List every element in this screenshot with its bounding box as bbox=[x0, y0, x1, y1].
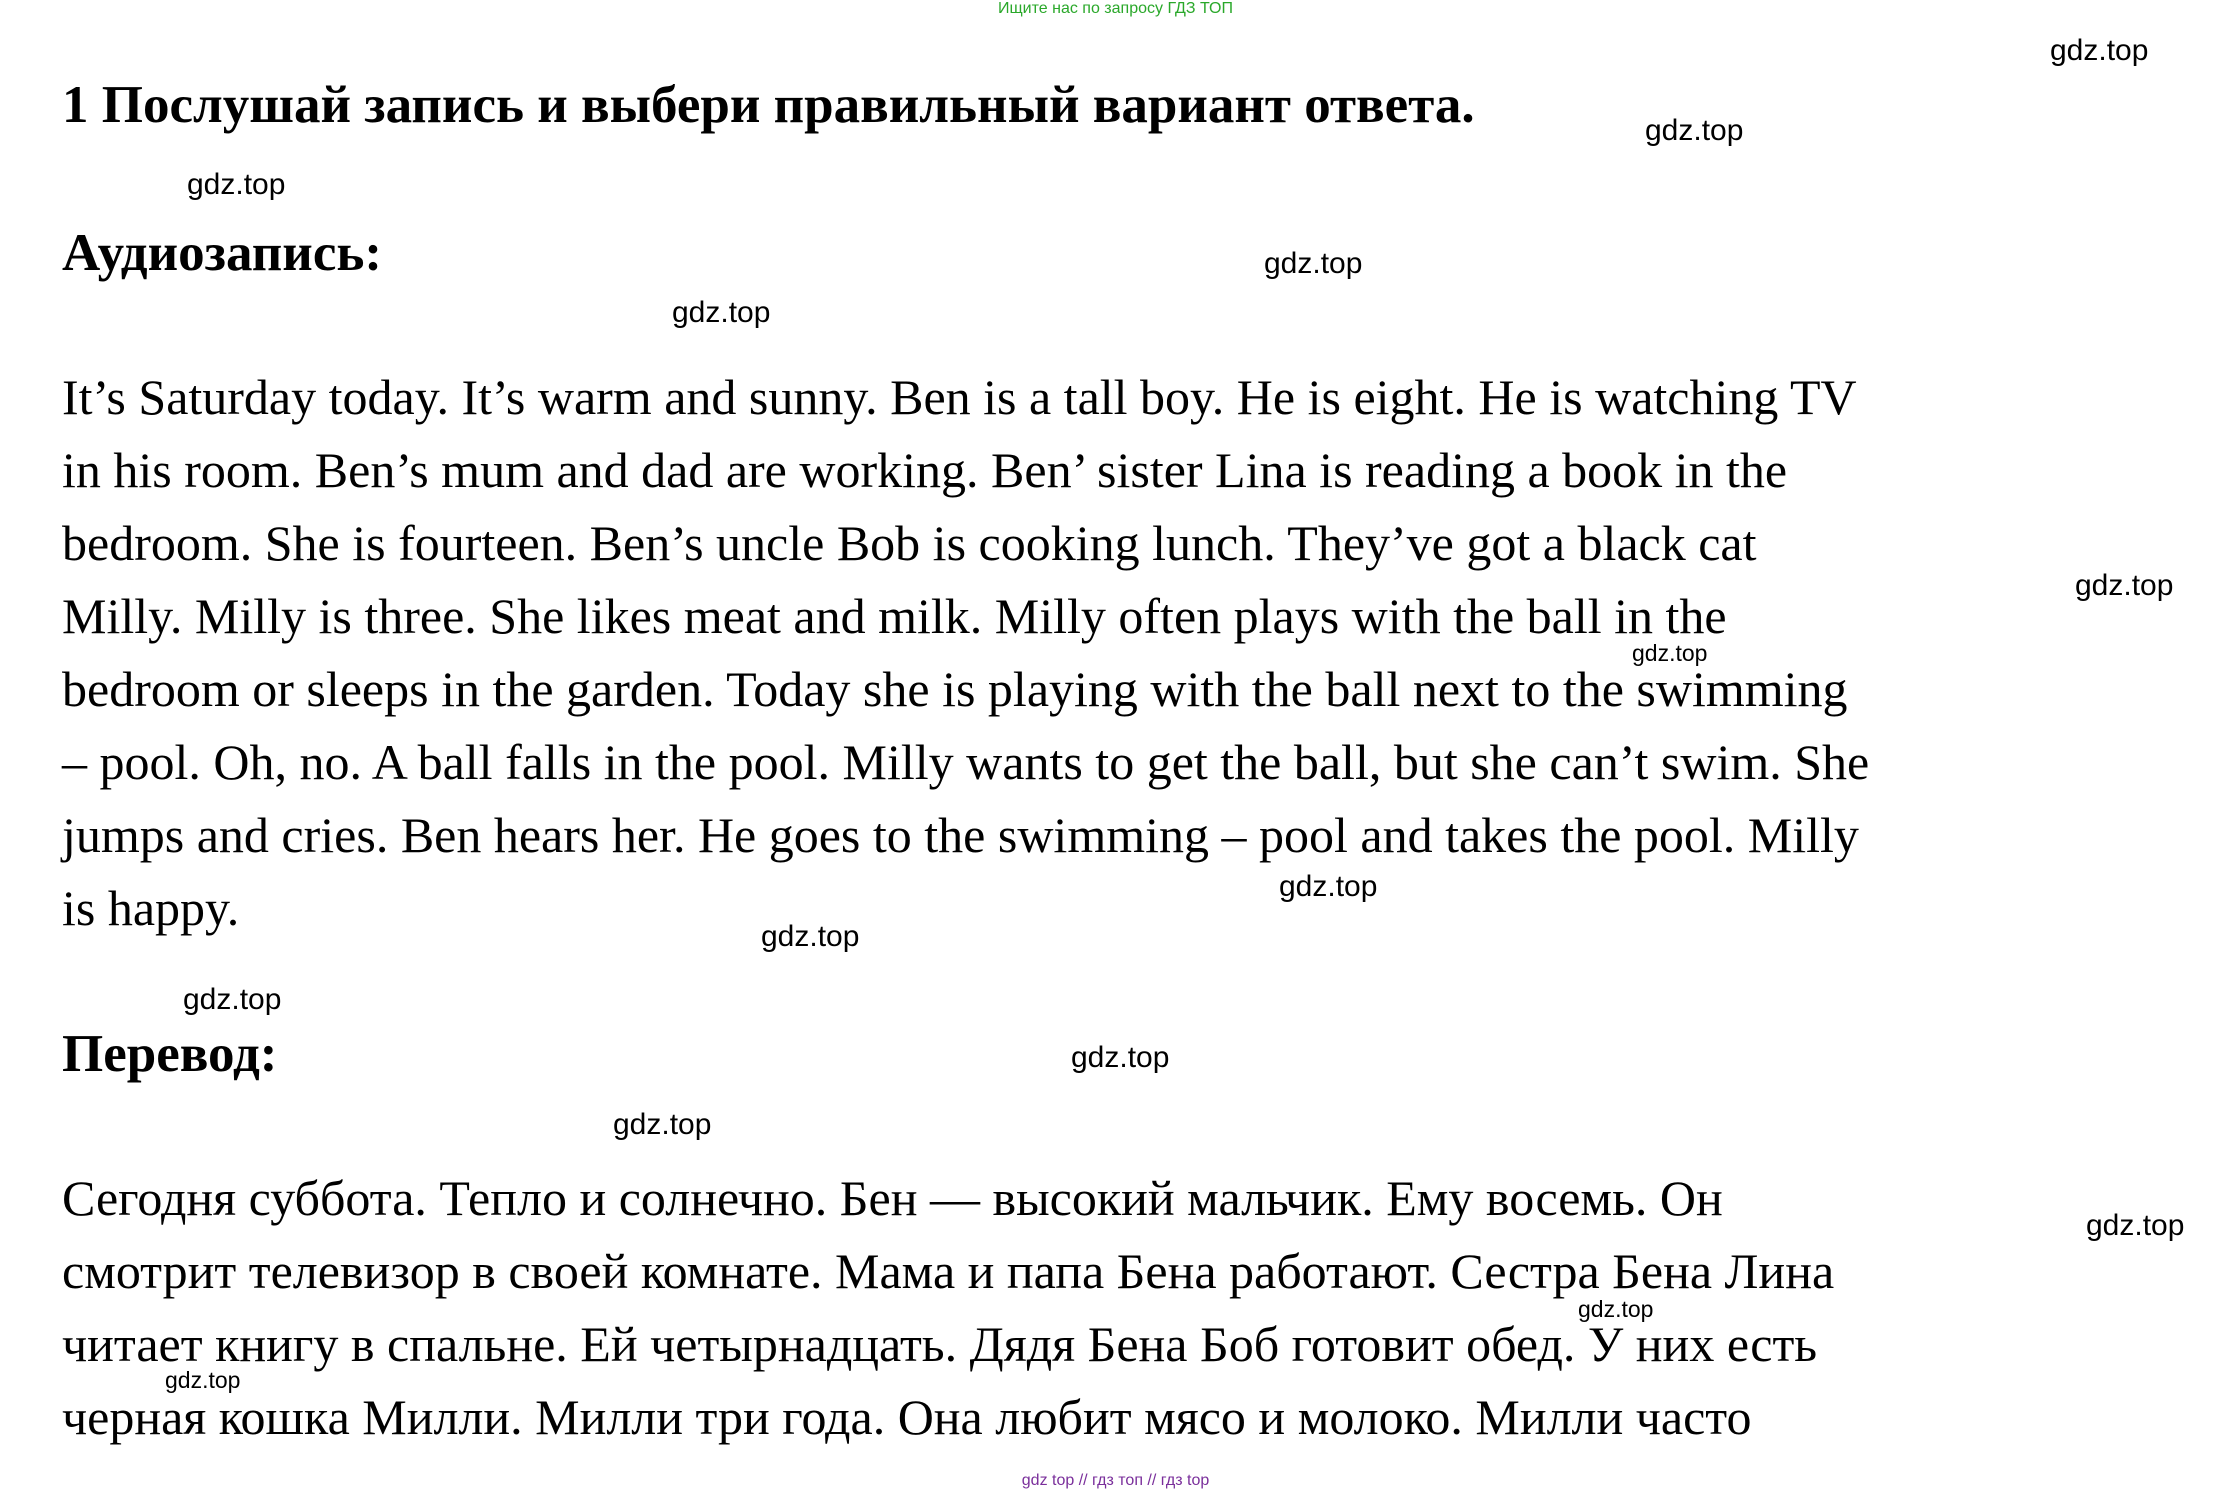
audio-line: jumps and cries. Ben hears her. He goes to the swimming – pool and takes the pool. Milly bbox=[62, 807, 1859, 863]
translation-heading: Перевод: bbox=[62, 1025, 278, 1083]
audio-heading: Аудиозапись: bbox=[62, 224, 383, 282]
watermark: gdz.top bbox=[187, 168, 286, 201]
audio-line: – pool. Oh, no. A ball falls in the pool. Milly wants to get the ball, but she can’t swim. She bbox=[62, 734, 1870, 790]
watermark: gdz.top bbox=[761, 920, 860, 953]
watermark: gdz.top bbox=[1264, 247, 1363, 280]
audio-line: bedroom. She is fourteen. Ben’s uncle Bob is cooking lunch. They’ve got a black cat bbox=[62, 515, 1757, 571]
watermark: gdz.top bbox=[2050, 34, 2149, 67]
audio-transcript bbox=[62, 361, 1869, 945]
translation-line: черная кошка Милли. Милли три года. Она любит мясо и молоко. Милли часто bbox=[62, 1389, 1752, 1445]
footer-links: gdz top // гдз топ // гдз top bbox=[1021, 1472, 1210, 1489]
watermark: gdz.top bbox=[672, 296, 771, 329]
translation-line: Сегодня суббота. Тепло и солнечно. Бен — высокий мальчик. Ему восемь. Он bbox=[62, 1170, 1723, 1226]
audio-line: Milly. Milly is three. She likes meat and milk. Milly often plays with the ball in the bbox=[62, 588, 1727, 644]
watermark: gdz.top bbox=[2075, 569, 2174, 602]
search-banner: Ищите нас по запросу ГДЗ ТОП bbox=[998, 0, 1233, 17]
watermark: gdz.top bbox=[1578, 1296, 1654, 1322]
translation-text bbox=[62, 1162, 1834, 1454]
audio-line: is happy. bbox=[62, 880, 240, 936]
watermark: gdz.top bbox=[613, 1108, 712, 1141]
watermark: gdz.top bbox=[2086, 1209, 2185, 1242]
audio-line: in his room. Ben’s mum and dad are working. Ben’ sister Lina is reading a book in the bbox=[62, 442, 1788, 498]
watermark: gdz.top bbox=[165, 1367, 241, 1393]
watermark: gdz.top bbox=[1279, 870, 1378, 903]
audio-line: bedroom or sleeps in the garden. Today she is playing with the ball next to the swimming bbox=[62, 661, 1848, 717]
translation-line: читает книгу в спальне. Ей четырнадцать. Дядя Бена Боб готовит обед. У них есть bbox=[62, 1316, 1818, 1372]
translation-line: смотрит телевизор в своей комнате. Мама и папа Бена работают. Сестра Бена Лина bbox=[62, 1243, 1835, 1299]
exercise-title: 1 Послушай запись и выбери правильный вариант ответа. bbox=[62, 76, 1475, 134]
watermark: gdz.top bbox=[183, 983, 282, 1016]
watermark: gdz.top bbox=[1632, 640, 1708, 666]
watermark: gdz.top bbox=[1645, 114, 1744, 147]
audio-line: It’s Saturday today. It’s warm and sunny. Ben is a tall boy. He is eight. He is watching TV bbox=[62, 369, 1857, 425]
watermark: gdz.top bbox=[1071, 1041, 1170, 1074]
